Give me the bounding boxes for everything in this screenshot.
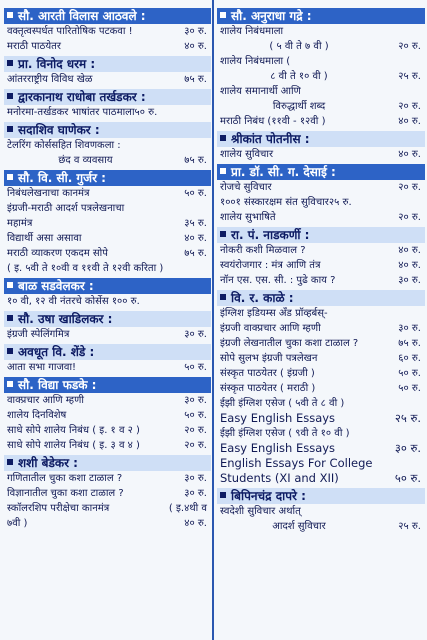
book-price: ३० रु.: [184, 26, 207, 37]
book-entry: [217, 321, 425, 336]
book-price: ३० रु.: [184, 329, 207, 340]
book-entry: [4, 516, 211, 531]
book-entry: [4, 486, 211, 501]
book-price: ७५ रु.: [184, 248, 207, 259]
book-title: विज्ञानातील चुका कशा टाळाल ?: [7, 488, 124, 499]
book-entry: [217, 336, 425, 351]
book-title: ७वी ): [7, 518, 28, 529]
book-price: ३० रु.: [184, 395, 207, 406]
book-title: १००१ संस्कारक्षम संत सुविचार२५ रु.: [220, 197, 352, 208]
book-price: २५ रु.: [398, 71, 421, 82]
book-entry: [217, 306, 425, 321]
author-heading: [4, 455, 211, 471]
book-title: मराठी पाठयेतर: [7, 41, 61, 52]
book-title: ईझी इंग्लिश एसेज ( ५वी ते ८ वी ): [220, 398, 345, 409]
author-name: द्वारकानाथ राधोबा तर्खडकर :: [18, 90, 146, 104]
author-name: प्रा. डॉ. सी. ग. देसाई :: [231, 165, 336, 179]
author-name: प्रा. विनोद धरम :: [18, 57, 96, 71]
square-bullet-icon: [220, 231, 226, 237]
square-bullet-icon: [7, 381, 13, 387]
author-name: शशी बेडेकर :: [18, 456, 78, 470]
book-title: वक्तृत्वस्पर्धत पारितोषिक पटकवा !: [7, 26, 133, 37]
book-title: इंग्लिश इडियम्स अँड प्रॉव्हर्बस्-: [220, 308, 328, 319]
book-title: शालेय सुभाषिते: [220, 212, 276, 223]
book-entry: [4, 408, 211, 423]
author-heading: [4, 8, 211, 24]
author-heading: [217, 8, 425, 24]
book-title: साधे सोपे शालेय निबंध ( इ. १ व २ ): [7, 425, 140, 436]
book-entry: [4, 24, 211, 39]
book-price: २० रु.: [398, 182, 421, 193]
square-bullet-icon: [7, 315, 13, 321]
left-column: [4, 6, 211, 531]
author-heading: [217, 488, 425, 504]
book-price: ७५ रु.: [184, 155, 207, 166]
square-bullet-icon: [7, 60, 13, 66]
book-title: स्वयंरोजगार : मंत्र आणि तंत्र: [220, 260, 321, 271]
book-entry: [4, 216, 211, 231]
book-price: ( इ.४थी व: [168, 503, 207, 514]
book-title: आंतरराष्ट्रीय विविध खेळ: [7, 74, 93, 85]
author-name: बिपिनचंद्र दापरे :: [231, 489, 306, 503]
book-entry: [217, 381, 425, 396]
book-title: विद्यार्थी असा असावा: [7, 233, 82, 244]
book-title: साधे सोपे शालेय निबंध ( इ. ३ व ४ ): [7, 440, 140, 451]
book-entry: [4, 201, 211, 216]
book-entry: [217, 441, 425, 456]
square-bullet-icon: [7, 459, 13, 465]
author-heading: [217, 131, 425, 147]
book-price: ३५ रु.: [184, 218, 207, 229]
book-entry: [217, 243, 425, 258]
author-heading: [217, 290, 425, 306]
book-price: २० रु.: [184, 440, 207, 451]
book-entry: [4, 423, 211, 438]
book-entry: [217, 426, 425, 441]
book-title: निबंधलेखनाचा कानमंत्र: [7, 188, 90, 199]
book-title: आदर्श सुविचार: [272, 521, 326, 532]
book-title: ८ वी ते १० वी ): [270, 71, 328, 82]
square-bullet-icon: [220, 168, 226, 174]
book-price: ४० रु.: [398, 116, 421, 127]
author-heading: [4, 89, 211, 105]
author-heading: [4, 344, 211, 360]
square-bullet-icon: [220, 135, 226, 141]
book-title: विरुद्धार्थी शब्द: [272, 101, 326, 112]
book-price: ३० रु.: [184, 473, 207, 484]
book-entry: [217, 114, 425, 129]
book-price: २५ रु.: [394, 411, 421, 425]
book-title: सोपे सुलभ इंग्रजी पत्रलेखन: [220, 353, 318, 364]
book-title: नोकरी कशी मिळवाल ?: [220, 245, 306, 256]
book-title: संस्कृत पाठयेतर ( मराठी ): [220, 383, 316, 394]
book-entry: [4, 327, 211, 342]
book-price: २० रु.: [398, 101, 421, 112]
book-entry: [217, 396, 425, 411]
square-bullet-icon: [7, 93, 13, 99]
book-entry: [4, 39, 211, 54]
book-entry: [217, 471, 425, 486]
book-title: इंग्रजी वाक्प्रचार आणि म्हणी: [220, 323, 321, 334]
book-entry: [217, 69, 425, 84]
book-title: शालेय समानार्थी आणि: [220, 86, 301, 97]
book-price: ५० रु.: [184, 188, 207, 199]
square-bullet-icon: [7, 348, 13, 354]
book-title: १० वी, १२ वी नंतरचे कोर्सेस १०० रु.: [7, 296, 140, 307]
author-name: सौ. वि. सी. गुर्जर :: [18, 171, 106, 185]
book-title: टेलरिंग कोर्ससहित शिवणकला :: [7, 140, 121, 151]
book-title: आता सभा गाजवा!: [7, 362, 77, 373]
book-entry: [217, 411, 425, 426]
book-price: २० रु.: [184, 425, 207, 436]
author-name: सौ. उषा खाडिलकर :: [18, 312, 113, 326]
book-entry: [4, 360, 211, 375]
book-title: महामंत्र: [7, 218, 33, 229]
book-price: २० रु.: [398, 41, 421, 52]
book-entry: [4, 105, 211, 120]
author-name: वि. र. काळे :: [231, 291, 294, 305]
book-price: ६० रु.: [398, 353, 421, 364]
book-price: ३० रु.: [398, 275, 421, 286]
book-entry: [4, 153, 211, 168]
square-bullet-icon: [220, 12, 226, 18]
book-entry: [217, 54, 425, 69]
square-bullet-icon: [7, 12, 13, 18]
square-bullet-icon: [220, 492, 226, 498]
book-title: मराठी निबंध (११वी - १२वी ): [220, 116, 326, 127]
square-bullet-icon: [7, 126, 13, 132]
book-price: ४० रु.: [398, 260, 421, 271]
book-price: ४० रु.: [398, 149, 421, 160]
book-entry: [217, 24, 425, 39]
book-title: नॉन एस. एस. सी. : पुढे काय ?: [220, 275, 336, 286]
right-column: [217, 6, 425, 534]
book-title: ईझी इंग्लिश एसेज ( ९वी ते १० वी ): [220, 428, 350, 439]
book-price: ४० रु.: [398, 245, 421, 256]
book-price: ५० रु.: [184, 410, 207, 421]
book-title: शालेय निबंधमाला: [220, 26, 284, 37]
author-heading: [4, 278, 211, 294]
book-title: शालेय दिनविशेष: [7, 410, 67, 421]
book-entry: [4, 246, 211, 261]
column-divider: [212, 0, 214, 640]
book-price: ४० रु.: [184, 518, 207, 529]
book-title: शालेय निबंधमाला (: [220, 56, 291, 67]
book-entry: [217, 456, 425, 471]
author-name: सौ. अनुराधा गद्रे :: [231, 9, 312, 23]
author-name: सौ. विद्या फडके :: [18, 378, 97, 392]
book-price: ७५ रु.: [398, 338, 421, 349]
book-entry: [217, 99, 425, 114]
book-title: स्वदेशी सुविचार अर्थात्: [220, 506, 301, 517]
author-heading: [4, 122, 211, 138]
book-title: Easy English Essays: [220, 411, 336, 425]
book-price: ३० रु.: [184, 488, 207, 499]
author-name: सौ. आरती विलास आठवले :: [18, 9, 146, 23]
book-entry: [217, 519, 425, 534]
book-title: गणितातील चुका कशा टाळाल ?: [7, 473, 123, 484]
book-title: संस्कृत पाठयेतर ( इंग्रजी ): [220, 368, 315, 379]
book-title: मनोरमा-तर्खडकर भाषांतर पाठमाला५० रु.: [7, 107, 158, 118]
book-title: शालेय सुविचार: [220, 149, 274, 160]
book-entry: [217, 210, 425, 225]
book-price: ३० रु.: [394, 441, 421, 455]
book-price: ५० रु.: [184, 362, 207, 373]
book-entry: [4, 261, 211, 276]
book-title: Easy English Essays: [220, 441, 336, 455]
book-price: २५ रु.: [398, 521, 421, 532]
book-price: ५० रु.: [394, 471, 421, 485]
book-entry: [4, 393, 211, 408]
book-title: Students (XI and XII): [220, 471, 339, 485]
square-bullet-icon: [220, 294, 226, 300]
book-title: इंग्रजी-मराठी आदर्श पत्रलेखनाचा: [7, 203, 125, 214]
book-entry: [217, 258, 425, 273]
book-price: ३० रु.: [398, 323, 421, 334]
book-title: छंद व व्यवसाय: [58, 155, 113, 166]
book-entry: [217, 351, 425, 366]
book-entry: [4, 231, 211, 246]
book-title: ( ५ वी ते ७ वी ): [269, 41, 329, 52]
book-entry: [217, 195, 425, 210]
book-entry: [217, 504, 425, 519]
square-bullet-icon: [7, 174, 13, 180]
book-title: मराठी व्याकरण एकदम सोपे: [7, 248, 108, 259]
book-entry: [217, 84, 425, 99]
author-heading: [217, 227, 425, 243]
book-title: स्कॉलरशिप परीक्षेचा कानमंत्र: [7, 503, 110, 514]
book-entry: [4, 294, 211, 309]
book-entry: [4, 471, 211, 486]
book-price: ४० रु.: [184, 41, 207, 52]
book-title: वाक्प्रचार आणि म्हणी: [7, 395, 84, 406]
book-title: ( इ. ५वी ते १०वी व ११वी ते १२वी करिता ): [7, 263, 164, 274]
book-price: ७५ रु.: [184, 74, 207, 85]
author-name: सदाशिव घाणेकर :: [18, 123, 100, 137]
book-entry: [217, 273, 425, 288]
author-name: रा. पं. नाडकर्णी :: [231, 228, 310, 242]
author-name: बाळ सडवेलकर :: [18, 279, 94, 293]
book-entry: [4, 72, 211, 87]
author-heading: [217, 164, 425, 180]
book-title: इंग्रजी स्पेलिंगमित्र: [7, 329, 70, 340]
book-title: इंग्रजी लेखनातील चुका कशा टाळाल ?: [220, 338, 359, 349]
book-price: ५० रु.: [398, 368, 421, 379]
author-heading: [4, 311, 211, 327]
book-entry: [217, 147, 425, 162]
book-price: ५० रु.: [398, 383, 421, 394]
book-entry: [4, 138, 211, 153]
square-bullet-icon: [7, 282, 13, 288]
book-entry: [217, 180, 425, 195]
author-name: श्रीकांत पोतनीस :: [231, 132, 310, 146]
book-price: ४० रु.: [184, 233, 207, 244]
book-entry: [4, 438, 211, 453]
book-entry: [217, 366, 425, 381]
book-price: २० रु.: [398, 212, 421, 223]
book-title: English Essays For College: [220, 456, 373, 470]
author-name: अवधूत वि. शेंडे :: [18, 345, 95, 359]
book-entry: [217, 39, 425, 54]
author-heading: [4, 377, 211, 393]
author-heading: [4, 170, 211, 186]
book-entry: [4, 501, 211, 516]
book-entry: [4, 186, 211, 201]
author-heading: [4, 56, 211, 72]
book-title: रोजचे सुविचार: [220, 182, 272, 193]
